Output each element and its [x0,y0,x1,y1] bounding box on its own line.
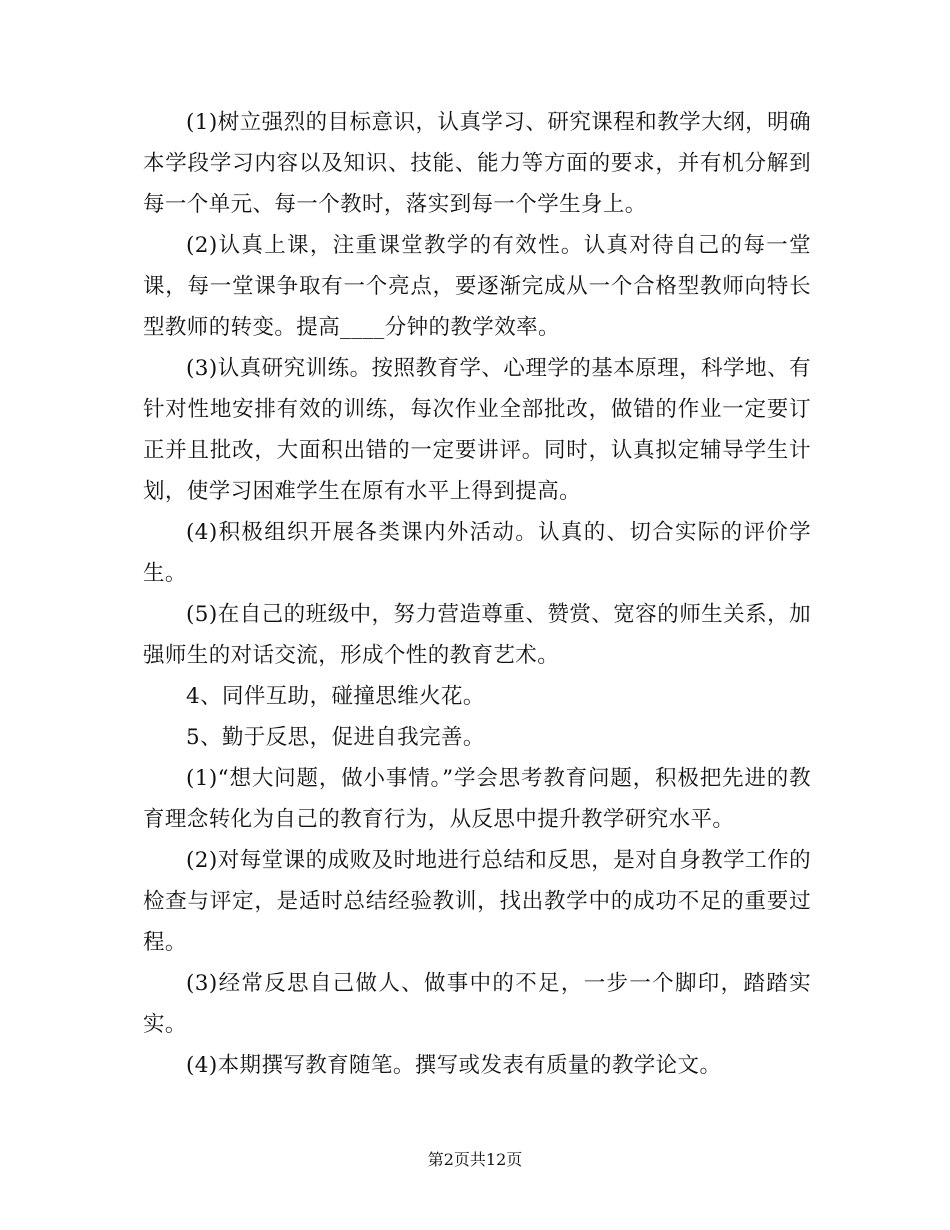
section-heading-5: 5、勤于反思，促进自我完善。 [186,725,485,750]
page-number: 第2页共12页 [427,1150,523,1169]
paragraph-5: (5)在自己的班级中，努力营造尊重、赞赏、宽容的师生关系，加强师生的对话交流，形成个性的教育艺术。 [143,602,811,668]
paragraph-1: (1)树立强烈的目标意识，认真学习、研究课程和教学大纲，明确本学段学习内容以及知识、技能、能力等方面的要求，并有机分解到每一个单元、每一个教时，落实到每一个学生身上。 [143,110,811,217]
document-body [143,102,811,1086]
section-heading-4: 4、同伴互助，碰撞思维火花。 [186,684,485,709]
paragraph-6: (1)“想大问题，做小事情。”学会思考教育问题，积极把先进的教育理念转化为自己的教育行为，从反思中提升教学研究水平。 [143,766,811,832]
paragraph-7: (2)对每堂课的成败及时地进行总结和反思，是对自身教学工作的检查与评定，是适时总结经验教训，找出教学中的成功不足的重要过程。 [143,848,811,955]
paragraph-8: (3)经常反思自己做人、做事中的不足，一步一个脚印，踏踏实实。 [143,971,811,1037]
paragraph-9: (4)本期撰写教育随笔。撰写或发表有质量的教学论文。 [186,1053,722,1078]
paragraph-3: (3)认真研究训练。按照教育学、心理学的基本原理，科学地、有针对性地安排有效的训练，每次作业全部批改，做错的作业一定要订正并且批改，大面积出错的一定要讲评。同时，认真拟定辅导学生计划，使学习困难学生在原有水平上得到提高。 [143,356,811,504]
paragraph-4: (4)积极组织开展各类课内外活动。认真的、切合实际的评价学生。 [143,520,811,586]
paragraph-2: (2)认真上课，注重课堂教学的有效性。认真对待自己的每一堂课，每一堂课争取有一个亮点，要逐渐完成从一个合格型教师向特长型教师的转变。提高____分钟的教学效率。 [143,233,811,340]
